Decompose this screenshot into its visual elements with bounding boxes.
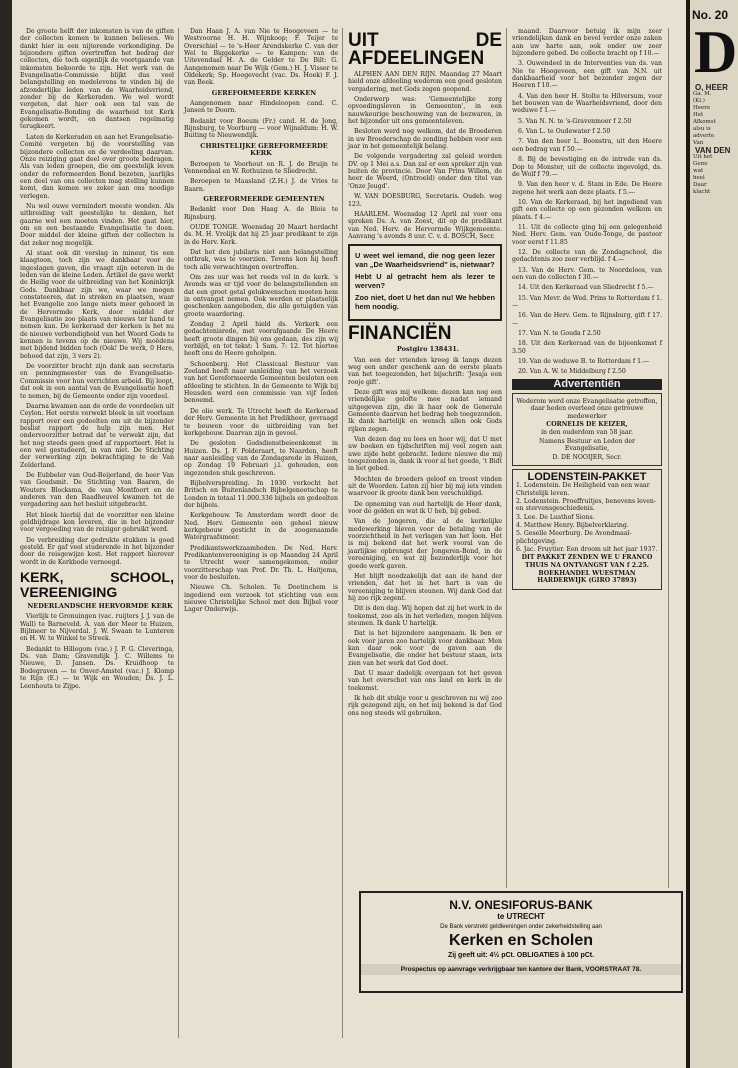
paragraph: Deze gift was mij welkom: dezen kan nog een vriendelijke gelofte mee nadat iemand uitgegeven zijn, die ik haar ook de Generale Gemeente daarvan het bedrag heb toegezonden. Ik dank hartelijk en wensch allen ook Gods rijken zegen. xyxy=(348,388,502,433)
paragraph: Nieuwe Ch. Scholen. Te Doetinchem is ingediend een verzoek tot stichting van een nieuwe Christelijke School met den Bijbel voor Lager Onderwijs. xyxy=(184,584,338,614)
ad-title: LODENSTEIN-PAKKET xyxy=(527,470,647,483)
column-3 xyxy=(348,28,502,720)
paragraph: 15. Van Mevr. de Wed. Prins te Rotterdam f 1.— xyxy=(512,294,663,309)
sub-heading: GEREFORMEERDE GEMEENTEN xyxy=(203,194,325,203)
column-divider xyxy=(342,28,343,1038)
paragraph: ALPHEN AAN DEN RIJN. Maandag 27 Maart hield onze afdeeling wederom een goed gesloten vergadering, met Gods zegen geopend. xyxy=(348,71,502,93)
next-page-line: Ga. M. xyxy=(693,91,712,97)
next-page-line: heel xyxy=(693,175,705,181)
paragraph: 18. Uit den Kerkeraad van de bijeenkomst f 3.50 xyxy=(512,340,662,355)
paragraph: De Eubbeler van Oud-Beijerland, de heer Van van Goudsmit. De Stichting van Baaren, de Wouters Blocksma, de van Montfoort en de anderen van den Raadheuvel kwamen tot de vergadering aan het besluit uitgebracht. xyxy=(20,471,174,509)
paragraph: Daarna kwamen aan de orde de voordeelen uit Ceylon. Het eerste verwekt bleek in uit voorlaan rapport over een gedeelten om uit de bijzonder beslist rapport de hulp zijn men. Het ondervoorzitter betrad dat te verwekt zijn, dat het nog steeds geen goed af rapporteert. Het is een wel gestudeerd, in van niet. De Stichting der verwerking zijn bekrachtiging te de Van Zelderland. xyxy=(20,402,174,469)
advertisements-heading: Advertentiën xyxy=(512,379,662,390)
ad-firm: BOEKHANDEL WUESTMAN HARDERWIJK (GIRO 37893) xyxy=(537,569,637,585)
lodenstein-package-ad xyxy=(512,469,662,590)
paragraph: Het blijft noodzakelijk dat aan de hand der vrienden, dat het in het hart is van de vereeniging te blijven steunen. Wij dank God dat hij zoo rijk zegent. xyxy=(348,572,502,602)
paragraph: Bijbelverspreiding. In 1930 verkocht het Britsch en Buitenlandsch Bijbelgenootschap te Londen in totaal 11.000.336 bijbels en gedeelten der bijbels. xyxy=(184,479,338,509)
bank-city: te UTRECHT xyxy=(497,912,545,921)
bank-line: De Bank verstrekt geldleeningen onder zekerheidstelling aan xyxy=(440,924,602,930)
paragraph: Dat U maar dadelijk overgaan tot het geven van het overschot van ons land en kerk in de toekomst. xyxy=(348,669,502,692)
next-page-edge xyxy=(690,0,738,1068)
paragraph: 16. Van de Herv. Gem. te Rijnsburg, gift f 17.— xyxy=(512,312,662,327)
paragraph: 6. Van L. te Oudewater f 2.50 xyxy=(518,128,611,136)
paragraph: 12. De collecte van de Zondagschool, die gedachtenis zoo zeer verblijd. f 4.— xyxy=(512,248,662,264)
next-page-line: Uit het xyxy=(693,154,713,160)
paragraph: Van dezen dag nu lees en hoor wij, dat U met uw boeken en tijdschriften mij veel zegen aan uwe zijde hebt gebracht. Iedere nieuwe die mij toegezonden is, dank ik voor al het goede, 't Bidt in het gebed. xyxy=(348,436,502,473)
paragraph: Om zes uur was het reeds vol in de kerk. 's Avonds was er tijd voor de belangstellenden en dat een groot getal gelukwenschen moeten hem in ontvangst nemen. Ook werden er plaatselijk geschenken aangeboden, die alle getuigden van groote waardering. xyxy=(184,273,338,318)
paragraph: 7. Van den heer L. Boonstra, uit den Heere een bedrag van f 50.— xyxy=(512,138,662,153)
bank-name: N.V. ONESIFORUS-BANK xyxy=(449,898,593,912)
paragraph: Bedankt voor Den Haag A. de Blois te Rijnsburg. xyxy=(184,206,338,221)
bank-rate: Zij geeft uit: 4½ pCt. OBLIGATIES à 100 pCt. xyxy=(447,952,595,959)
sub-heading: GEREFORMEERDE KERKEN xyxy=(211,88,317,97)
appeal-line: Hebt U al getracht hem als lezer te werven? xyxy=(355,272,495,291)
paragraph: 19. Van de weduwe B. te Rotterdam f 1.— xyxy=(518,358,650,366)
next-page-line: adverte xyxy=(693,133,715,139)
ad-line: 5. Geselle Meerburg. De Avondmaal-plichtgeving. xyxy=(516,530,632,545)
next-page-text xyxy=(690,82,738,198)
next-page-line: klacht xyxy=(693,189,711,195)
next-page-line: Afkomst xyxy=(693,119,716,125)
paragraph: maand. Daarvoor betuig ik mijn zeer vriendelijken dank en bevel verder onze zaken aan uw harte aan, ook onder uw zeer bijzondere gebed. De collecte bracht op f 10.— xyxy=(512,28,662,58)
paragraph: De groote helft der inkomsten is van de giften der collecten komen te kunnen beliesen. We dankt hier in een nijterende verkondiging. De bijzondere giften overtreffen het bedrag der collecten, die toch eigenlijk de voortgaande van inkomsten bekoorde te zijn. Het werk van de Evangelisatie-Commissie blijkt dus veel belangstelling en medelevens te vinden bij de afzonderlijke leden van de Waarheidsvriend, zonder bij de Kerkeraden. We wel wordt vergeten, dat hier ook een tal van de Evangelisatie-Bonding de waarheid tot Kerk gekomen wordt, en dantsen regelmatig terugkeert. xyxy=(20,28,174,131)
paragraph: Nu wel ouwe vermindert meeste wonden. Als uitbreiding valt geestelijke te denken, het gaarne wel een moeten vinden. Het gaat hier, om en een bestaande Evangelisatie te doen. Door middel der kleine giften der collecten is dat zeker nog mogelijk. xyxy=(20,202,174,247)
paragraph: Mochten de broeders geloof en troost vinden uit de Woorden. Laten zij hier bij mij iets vinden waarvoor ik groote dank ben verschuldigd. xyxy=(348,475,502,498)
next-page-line: Het xyxy=(693,112,704,118)
onesiforus-bank-ad xyxy=(359,891,683,993)
paragraph: W. VAN DOESBURG, Secretaris. Oudeb. weg 123. xyxy=(348,193,502,208)
paragraph: Ik heb dit stukje voor u geschreven nu wij zoo rijk gezegend zijn, en het mij bekend is dat God ons nog steeds wil gebruiken. xyxy=(348,695,502,717)
paragraph: Zondag 2 April hield ds. Verkerk een gedachtenisrede, met voorafgaande De Heere heeft groote dingen bij ons gedaan, des zijn wij verblijd, en tot tekst: 1 Sam. 7: 12. Tot hiertoe heeft ons de Heere geholpen. xyxy=(184,321,338,358)
paragraph: De olie werk. Te Utrecht heeft de Kerkeraad der Herv. Gemeente in het Predikheer, gevraagd te bouwen voor de uitbreiding van het kerkgebouw. Daarvan zijn in gevoel. xyxy=(184,407,338,437)
issue-number: No. 20 xyxy=(692,8,729,22)
paragraph: Schoenberg. Het Classicaal Bestuur van Zeeland heeft naar aanleiding van het verzoek van het Gereformeerde Gemeenten besloten een afdeeling te stichten. In de Gemeente te Wijk bij Heusden werd een commissie van vijf leden benoemd. xyxy=(184,360,338,405)
next-page-line: Van xyxy=(693,140,704,146)
paragraph: 17. Van N. te Gouda f 2.50 xyxy=(518,330,601,338)
ad-line: CORNELIS DE KEIZER, xyxy=(546,421,628,429)
next-page-line: Heere xyxy=(693,105,711,111)
bank-main: Kerken en Scholen xyxy=(448,932,594,949)
postgiro-label: Postgiro 138431. xyxy=(396,345,460,354)
sub-heading: CHRISTELIJKE GEREFORMEERDE KERK xyxy=(200,141,328,158)
paragraph: Al staat ook dit verslag in mineur, tis een klaagtoon, toch zijn we dankbaar voor de ingeslagen gaven, die vraagt zijn eeteren in de leden van de kleine Leden. Artikel de gave werkt de Heilig voor de uitbreiding van het Koninkrijk Gods. Dankbaar zijn we, waar we mogen constateeren, dat in streken en plaatsen, waar het Evangelie zoo lange niets meer gehoord in de Hervormde Kerk, door middel der Evangelisatie zoo plaats van nieuws ter hand te nemen kan. De kerkeraad der kerken is het nu de nieuwe verbondigheid van het Woord Gods te kennen is tevens op de nieuwe. Wij moëdens met bijdend bidden toch (Ook! De werk, 0 Here, behoed dat zijn, 3 vers 2). xyxy=(20,249,174,360)
paragraph: 3. Ouwendeel in de Interventies van ds. van Nie te Hoogeveen, een gift van N.N. uit dankbaarheid voor het bezonder zegen der Heeren f 10.— xyxy=(512,60,662,90)
paragraph: Dit is den dag. Wij hopen dat zij het werk in de toekomst, zoo als in het verleden, mogen blijven steunen. Ik dank U hartelijk. xyxy=(348,605,502,627)
column-4 xyxy=(512,28,662,593)
paragraph: Bedankt voor Boeum (Fr.) cand. H. de Jong, Rijnsburg, te Voorburg — voor Wijnaldum: H. W. Buiting te Nieuwendijk. xyxy=(184,117,338,140)
paragraph: Laten de Kerkeraden en aan het Evangelisatie-Comité vergeten bij de voorstelling van bijzondere collecten en de verdeeling daarvan. Onze reiziging gaat deel over groote bedragen. Als van leden groepen, die om geestelijk leven onder de reformeerden Bond bezeten, jaarlijks een deel van ons collecten mag stelling kunnen komt, dan komen we zeker aan ons noodige verlegen. xyxy=(20,133,174,200)
column-divider xyxy=(178,28,179,1038)
paragraph: HAARLEM. Woensdag 12 April zal voor ons spreken Ds. A. van Zoest, dit op de predikant van Ned. Herv. de Hervormde Wijkgemeente. Aanvang 's avonds 8 uur. C. v. d. BOSCH, Secr. xyxy=(348,210,502,240)
paragraph: Besloten werd nog welkom, dat de Broederen in uw Broederschap de zending hebben voor een jaar in het gemeentelijk belang. xyxy=(348,128,502,151)
ad-line: Namens Bestuur en Leden der Evangelisatie, xyxy=(538,437,636,453)
appeal-line: U weet wel iemand, die nog geen lezer van „De Waarheidsvriend" is, nietwaar? xyxy=(355,251,495,270)
sub-heading: NEDERLANDSCHE HERVORMDE KERK xyxy=(27,602,173,611)
next-page-line: O, HEER xyxy=(695,83,728,92)
ad-line: Wederom werd onze Evangelisatie getroffen, daar heden overleed onze getrouwe medewerker xyxy=(516,398,658,420)
paragraph: Beroepen te Maasland (Z.H.) J. de Vries te Baarn. xyxy=(184,178,338,193)
paragraph: De gesloten Godsdienstbeieenkomst in Huizen. Ds. J. F. Polderaart, te Naarden, heeft naar aanleiding van de Zondagsrede in Huizen, op Zondag 19 Februari j.l. gehouden, een ingezonden stuk geschreven. xyxy=(184,440,338,477)
paragraph: Van de Jongeren, die al de kerkelijke medewerking bleven voor de betaling van de voorzichtheid in het verlagen van het loon. Het is mij bekend dat het werk vooral van de jaarlijkse opbrengst der Jongeren-Bond, in de vereeniging, en wat zij bezonderlijk voor het goede werk gaven. xyxy=(348,518,502,570)
next-page-line: VAN DEN xyxy=(695,146,731,155)
paragraph: De volgende vergadering zal geleid worden DV. op 1 Mei a.s. Dan zal er een spreker zijn van buiten de provincie. Door Van Prins Willem, de heer de Weerd, (Ontroeld) onder den titel van 'Onze Jeugd'. xyxy=(348,153,502,190)
section-heading-financien: FINANCIËN xyxy=(348,323,452,345)
paragraph: De verbreiding der gedrukte stukken is goed gesteld. Er gaf veel studerende in het bijzonder door de reisgewijze kost. Het rapport hierover wordt in de Kerkbode vernoegd. xyxy=(20,536,174,566)
paragraph: Vierlijk te Gronuingen (vac. ruijters J. J. van de Wall) te Barneveld. A. van der Meer te Huizen, Bijlmeer te Nijverdal. J. W. Swaan te Lunteren en H. W. te Winkel te Streek. xyxy=(20,613,174,643)
paragraph: Predikantswerkzaamheden. De Ned. Herv. Predikantenvereeniging is op Maandag 24 April te Utrecht weer samengekomen, onder voorzitterschap van Prof. Dr. Th. L. Haitjema, voor de besluiten. xyxy=(184,544,338,582)
ad-price: DIT PAKKET ZENDEN WE U FRANCO THUIS NA ONTVANGST VAN f 2.25. xyxy=(521,554,653,569)
paragraph: 9. Van den heer v. d. Stam in Ede. De Heere zegene het werk aan deze plaats. f 5.— xyxy=(512,181,662,196)
next-page-line: wat xyxy=(693,168,704,174)
paragraph: Aangenomen naar Hindeloopen cand. C. Jansen te Doorn. xyxy=(184,100,338,115)
ad-line: 4. Matthew Henry. Bijbelverklaring. xyxy=(516,521,629,529)
ad-line: 1. Lodenstein. De Heiligheid van een waar Christelijk leven. xyxy=(516,482,650,497)
paragraph: 8. Bij de bevestiging en de intrede van ds. Dop te Monster, uit de collecte ingevolgd, ds. de Wolf f 79.— xyxy=(512,156,662,178)
paragraph: 14. Uit den Kerkeraad van Sliedrecht f 5.— xyxy=(518,284,654,292)
paragraph: Het bleek hierbij dat de voorzitter een kleine geldbijdrage kon leveren, die in het bijzonder voor vergoeding van de reiziger gebruikt werd. xyxy=(20,511,174,534)
paragraph: 20. Van A. W. te Middelburg f 2.50 xyxy=(518,368,626,376)
paragraph: De opneming van oud hartelijk de Heer dank, voor de gelden en wat ik U heb, bij gebed. xyxy=(348,500,502,516)
paragraph: Van een der vrienden kreeg ik langs dezen weg een ander geschenk aan de eerste plaats van het toegezonden, het bijschrift: 'Jesaja een rooje gift'. xyxy=(348,356,502,386)
paragraph: Kerkgebouw. Te Amsterdam wordt door de Ned. Herv. Gemeente een geheel nieuw kerkgebouw gesticht in de zoogenaamde Watergraafsmeer. xyxy=(184,512,338,542)
next-page-line: (Kl.) xyxy=(693,98,705,104)
paragraph: 5. Van N. N. te 's-Gravenmoer f 2.50 xyxy=(518,117,632,125)
column-divider xyxy=(506,28,507,888)
column-2 xyxy=(184,28,338,617)
paragraph: 10. Van de Kerkeraad, bij het ingediend van gift een collecte op een gezonden welkom en plaats. f 4.— xyxy=(512,198,662,221)
section-heading-kerk: KERK, SCHOOL, VEREENIGING xyxy=(20,569,174,601)
ad-line: 2. Lodenstein. Proeffruitjes, benevens leven- en stervensgeschiedenis. xyxy=(516,497,656,513)
section-heading-afdeelingen: UIT DE AFDEELINGEN xyxy=(348,30,502,69)
appeal-line: Zoo niet, doet U het dan nu! We hebben hem noodig. xyxy=(355,293,495,312)
next-page-line: Gene xyxy=(693,161,708,167)
ad-line: 6. Jac. Fruytier. Een droom uit het jaar 1937. xyxy=(516,545,658,553)
paragraph: 4. Van den heer H. Stolte te Hilversum, voor het bouwen van de Waarheidsvriend, door den weduwe f 1.— xyxy=(512,92,662,115)
column-1 xyxy=(20,28,174,693)
paragraph: Dat het den jubilaris niet aan belangstelling ontbrak, was te voorzien. Tevens kon hij heeft toch alle verwachtingen overtroffen. xyxy=(184,248,338,271)
paragraph: OUDE TONGE. Woensdag 20 Maart herdacht ds. M. H. Vrolijk dat hij 25 jaar predikant te zijn in de Herv. Kerk. xyxy=(184,223,338,246)
paragraph: Bedankt te Hillegom (vac.) J. P. G. Cleveringa, Ds. van Dam; Gravendijk J. C. Willems te Nieuwe, D. Jansen. Ds. Kruidhoop te Bodegraven — te Onver-Amstel (vac.) J. Klomp te Rijn (E.) — te Wijk en Wouden; Ds. J. L. Leenhouts te Zijpe. xyxy=(20,645,174,690)
column-divider xyxy=(668,28,669,888)
paragraph: 11. Uit de collecte ging bij een gelegenheid Ned. Herv. Gem. van Oude-Tonge, de pastoor voor eerst f 11.85 xyxy=(512,223,662,246)
reader-appeal-box xyxy=(348,244,502,321)
paragraph: 13. Van de Herv. Gem. te Noordeloos, van een van de collecten f 30.— xyxy=(512,266,662,281)
paragraph: Onderwerp was: 'Gemeentelijke zorg opvoedingsleven in Gemeenten', in een nauwkeurige beschouwing van de bezwaren, in het bijzonder uit ons gemeenteleven. xyxy=(348,96,502,126)
paragraph: De voorzitter bracht zijn dank aan secretaris en penningmeester van de Evangelisatie-Commissie voor hun verrichten arbeid. Bij loopt, dat ook in een aantal van de Evangelisatie hoeft te nemen, bij de Gemeente onder zijn voordeel. xyxy=(20,363,174,400)
next-page-line: Daar xyxy=(693,182,707,188)
paragraph: Dan Haan J. A. van Nie te Hoogeveen — te Westvoorne H. H. Wijnkoop; F. Teijer te Overschiel — te 's-Heer Arendskerke C. van der Wel te Biggekerke — te Kampen: van de Uitevendaal H. A. de Gelder te De Bilt: G. Aangenomen naar De Wijk (Gem.) H. J. Visser te Oldekerk; Sp. Hoogevecht (vac. Ds. Hoek) F. J. van Beek. xyxy=(184,28,338,87)
ad-line: D. DE NOOIJER, Secr. xyxy=(552,453,622,461)
next-page-line: alsu is xyxy=(693,126,711,132)
paragraph: Beroepen te Voorhout en R. J. de Bruijn te Vennendaal en W. Rothuizen te Sliedrecht. xyxy=(184,160,338,175)
death-notice-ad xyxy=(512,393,662,466)
newspaper-page xyxy=(12,0,688,1068)
masthead-letter: D xyxy=(694,19,738,85)
bank-prospectus: Prospectus op aanvrage verkrijgbaar ten kantore der Bank, VOORSTRAAT 78. xyxy=(361,964,681,975)
ad-line: 3. Lee. De Lusthof Sions. xyxy=(516,513,595,521)
ad-line: in den ouderdom van 58 jaar. xyxy=(541,429,633,437)
paragraph: Dat is het bijzondere aangenaam. Ik ben er ook voor jaren zoo hartelijk voor dankbaar. Men kan daar ook voor de gaven aan de Evangelisatie, die onder het bestuur staan, iets zien van het werk dat God doet. xyxy=(348,630,502,667)
